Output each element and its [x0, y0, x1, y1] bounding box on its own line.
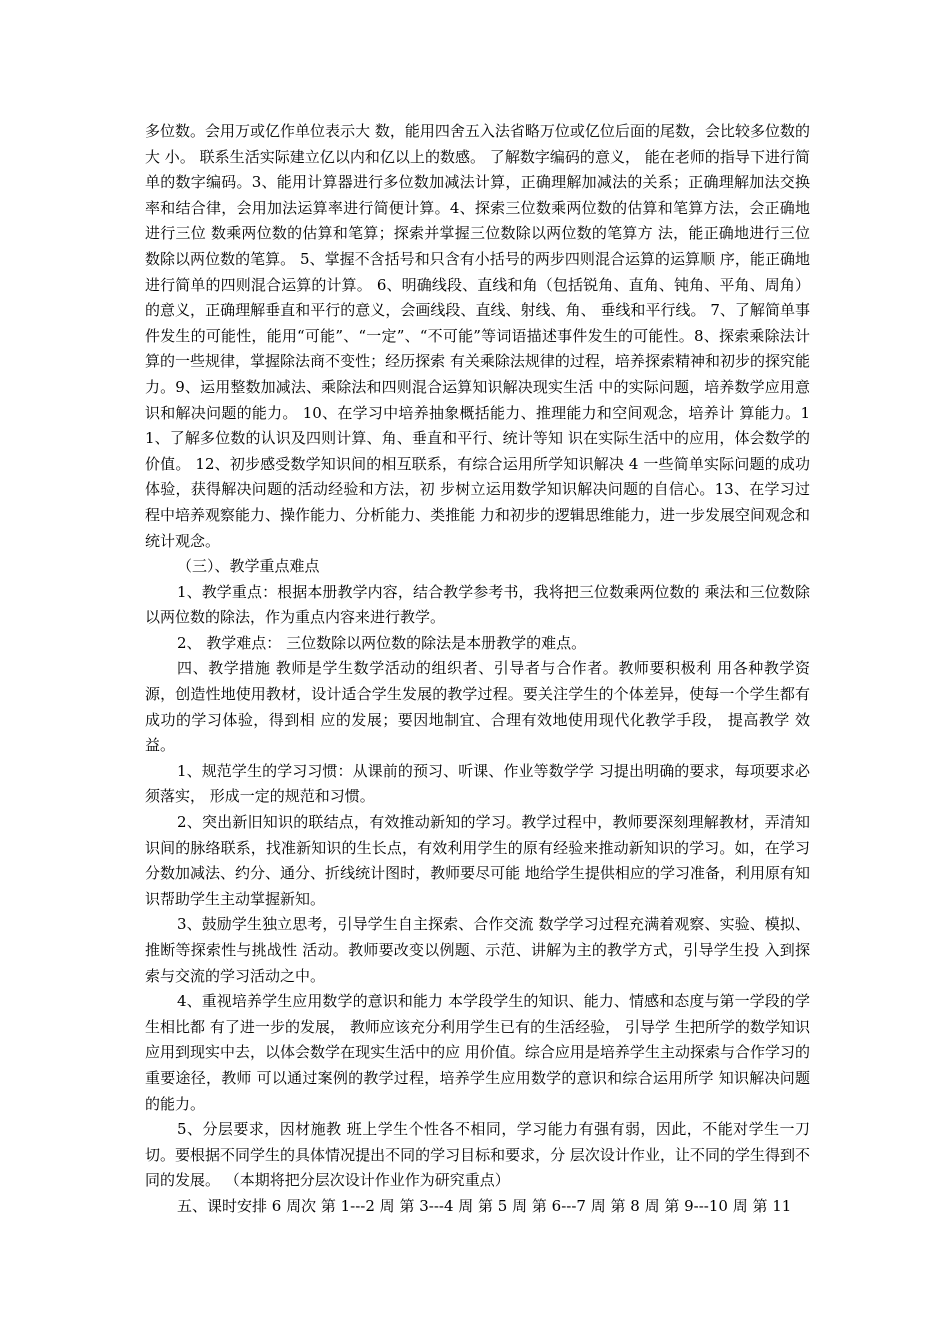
paragraph-measure-3: 3、鼓励学生独立思考，引导学生自主探索、合作交流 数学学习过程充满着观察、实验、模拟、推断等探索性与挑战性 活动。教师要改变以例题、示范、讲解为主的教学方式，引导学生投 入到探索与交流的学习活动之中。 — [145, 915, 810, 985]
paragraph-difficult-point: 2、 教学难点： 三位数除以两位数的除法是本册教学的难点。 — [177, 633, 587, 652]
paragraph-measure-4: 4、重视培养学生应用数学的意识和能力 本学段学生的知识、能力、情感和态度与第一学段的学生相比都 有了进一步的发展， 教师应该充分利用学生已有的生活经验， 引导学 生把所学的数学知识应用到现实中去，以体会数学在现实生活中的应 用价值。综合应用是培养学生主动探索与合作学习的重要途径，教师 可以通过案例的教学过程，培养学生应用数学的意识和综合运用所学 知识解决问题的能力。 — [145, 992, 810, 1113]
paragraph-learning-objectives: 多位数。会用万或亿作单位表示大 数，能用四舍五入法省略万位或亿位后面的尾数，会比较多位数的大 小。 联系生活实际建立亿以内和亿以上的数感。 了解数字编码的意义， 能在老师的指导下进行简单的数字编码。3、能用计算器进行多位数加减法计算，正确理解加减法的关系；正确理解加法交换率和结合律，会用加法运算率进行简便计算。4、探索三位数乘两位数的估算和笔算方法，会正确地进行三位 数乘两位数的估算和笔算；探索并掌握三位数除以两位数的笔算方 法，能正确地进行三位数除以两位数的笔算。 5、掌握不含括号和只含有小括号的两步四则混合运算的运算顺 序，能正确地进行简单的四则混合运算的计算。 6、明确线段、直线和角（包括锐角、直角、钝角、平角、周角）的意义，正确理解垂直和平行的意义，会画线段、直线、射线、角、 垂线和平行线。 7、了解简单事件发生的可能性，能用“可能”、“一定”、“不可能”等词语描述事件发生的可能性。8、探索乘除法计算的一些规律，掌握除法商不变性；经历探索 有关乘除法规律的过程，培养探索精神和初步的探究能力。9、运用整数加减法、乘除法和四则混合运算知识解决现实生活 中的实际问题，培养数学应用意识和解决问题的能力。 10、在学习中培养抽象概括能力、推理能力和空间观念，培养计 算能力。11、了解多位数的认识及四则计算、角、垂直和平行、统计等知 识在实际生活中的应用，体会数学的价值。 12、初步感受数学知识间的相互联系，有综合运用所学知识解决 4 一些简单实际问题的成功体验，获得解决问题的活动经验和方法，初 步树立运用数学知识解决问题的自信心。13、在学习过程中培养观察能力、操作能力、分析能力、类推能 力和初步的逻辑思维能力，进一步发展空间观念和统计观念。 — [145, 122, 810, 550]
paragraph-teaching-measures: 四、教学措施 教师是学生数学活动的组织者、引导者与合作者。教师要积极利 用各种教学资源，创造性地使用教材，设计适合学生发展的教学过程。要关注学生的个体差异，使每一个学生都有成功的学习体验，得到相 应的发展；要因地制宜、合理有效地使用现代化教学手段， 提高教学 效益。 — [145, 659, 810, 755]
paragraph-measure-1: 1、规范学生的学习习惯：从课前的预习、听课、作业等数学学 习提出明确的要求，每项要求必须落实， 形成一定的规范和习惯。 — [145, 761, 810, 806]
paragraph-schedule: 五、课时安排 6 周次 第 1---2 周 第 3---4 周 第 5 周 第 6---7 周 第 8 周 第 9---10 周 第 11 — [177, 1196, 792, 1215]
paragraph-measure-2: 2、突出新旧知识的联结点，有效推动新知的学习。教学过程中，教师要深刻理解教材，弄清知识间的脉络联系，找准新知识的生长点，有效利用学生的原有经验来推动新知识的学习。如，在学习分数加减法、约分、通分、折线统计图时，教师要尽可能 地给学生提供相应的学习准备，利用原有知识帮助学生主动掌握新知。 — [145, 813, 810, 908]
document-page — [145, 119, 810, 1220]
section-heading-key-points: （三）、教学重点难点 — [177, 557, 320, 576]
paragraph-key-point: 1、教学重点：根据本册教学内容，结合教学参考书，我将把三位数乘两位数的 乘法和三位数除以两位数的除法，作为重点内容来进行教学。 — [145, 582, 810, 627]
paragraph-measure-5: 5、分层要求，因材施教 班上学生个性各不相同，学习能力有强有弱，因此，不能对学生一刀切。要根据不同学生的具体情况提出不同的学习目标和要求，分 层次设计作业，让不同的学生得到不同的发展。 （本期将把分层次设计作业作为研究重点） — [145, 1120, 810, 1190]
